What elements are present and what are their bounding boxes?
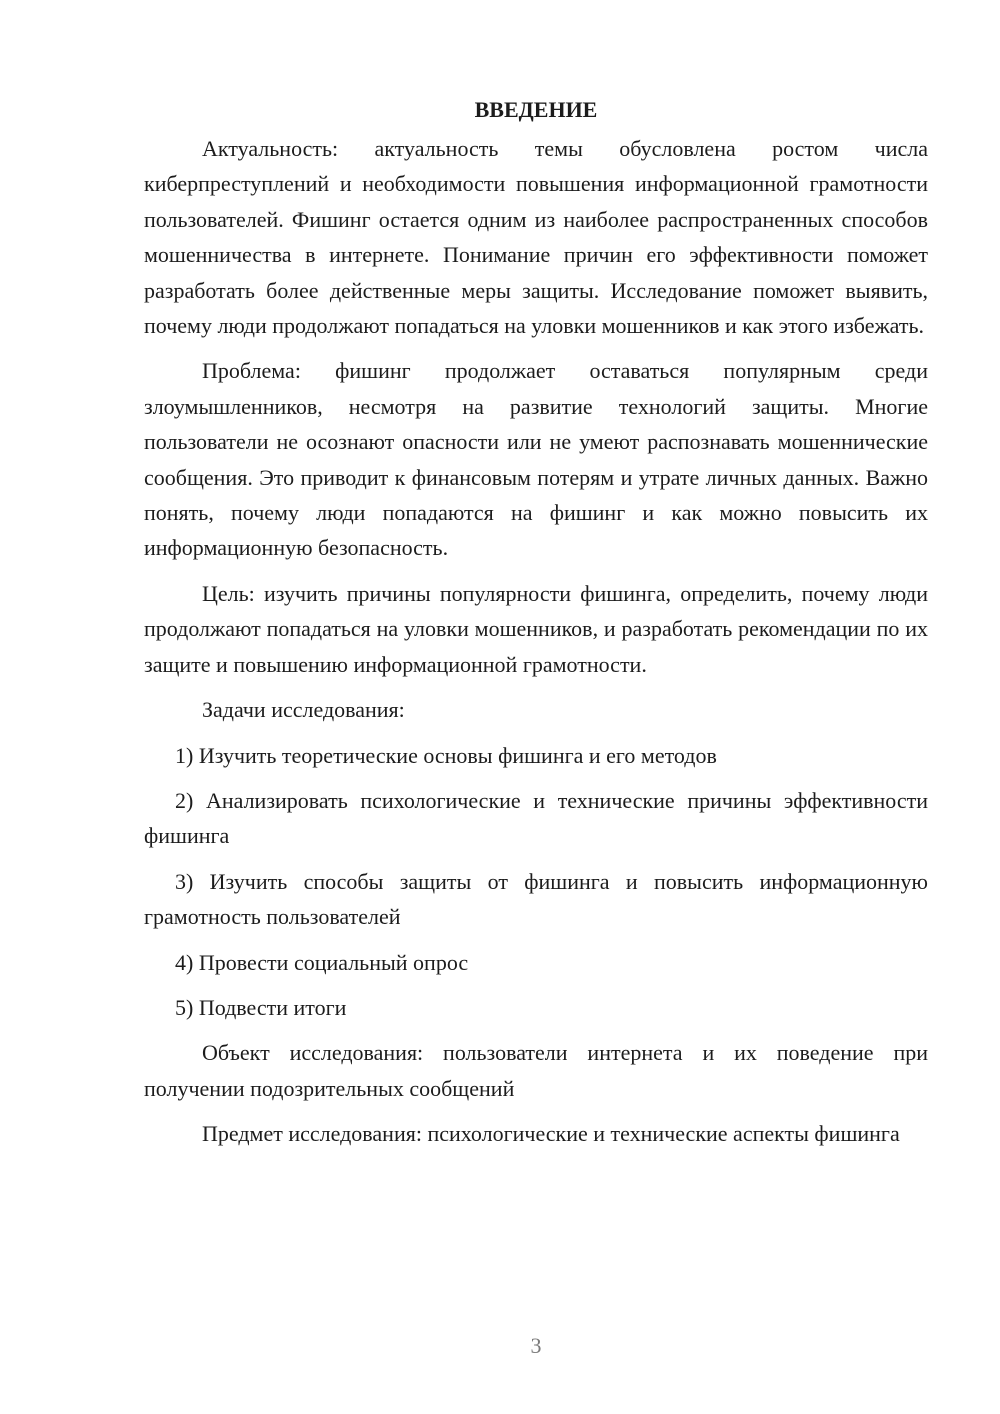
- goal-paragraph: Цель: изучить причины популярности фишинга, определить, почему люди продолжают попадаться на уловки мошенников, и разработать рекомендации по их защите и повышению информационной грамотности.: [144, 580, 928, 677]
- task-item: 5) Подвести итоги: [175, 994, 347, 1020]
- task-item: 4) Провести социальный опрос: [175, 949, 469, 975]
- page-number: 3: [530, 1333, 542, 1358]
- object-paragraph: Объект исследования: пользователи интернета и их поведение при получении подозрительных сообщений: [144, 1040, 928, 1101]
- page-content: [144, 92, 928, 1162]
- relevance-paragraph: Актуальность: актуальность темы обусловлена ростом числа киберпреступлений и необходимости повышения информационной грамотности пользователей. Фишинг остается одним из наиболее распространенных способов мошенничества в интернете. Понимание причин его эффективности поможет разработать более действенные меры защиты. Исследование поможет выявить, почему люди продолжают попадаться на уловки мошенников и как этого избежать.: [144, 136, 928, 339]
- subject-paragraph: Предмет исследования: психологические и технические аспекты фишинга: [202, 1121, 900, 1147]
- section-heading: ВВЕДЕНИЕ: [474, 97, 598, 122]
- tasks-title: Задачи исследования:: [202, 697, 405, 723]
- task-item: 2) Анализировать психологические и технические причины эффективности фишинга: [144, 787, 928, 849]
- problem-paragraph: Проблема: фишинг продолжает оставаться популярным среди злоумышленников, несмотря на развитие технологий защиты. Многие пользователи не осознают опасности или не умеют распознавать мошеннические сообщения. Это приводит к финансовым потерям и утрате личных данных. Важно понять, почему люди попадаются на фишинг и как можно повысить их информационную безопасность.: [144, 358, 928, 561]
- task-item: 1) Изучить теоретические основы фишинга и его методов: [175, 742, 717, 768]
- task-item: 3) Изучить способы защиты от фишинга и повысить информационную грамотность пользователей: [144, 868, 928, 930]
